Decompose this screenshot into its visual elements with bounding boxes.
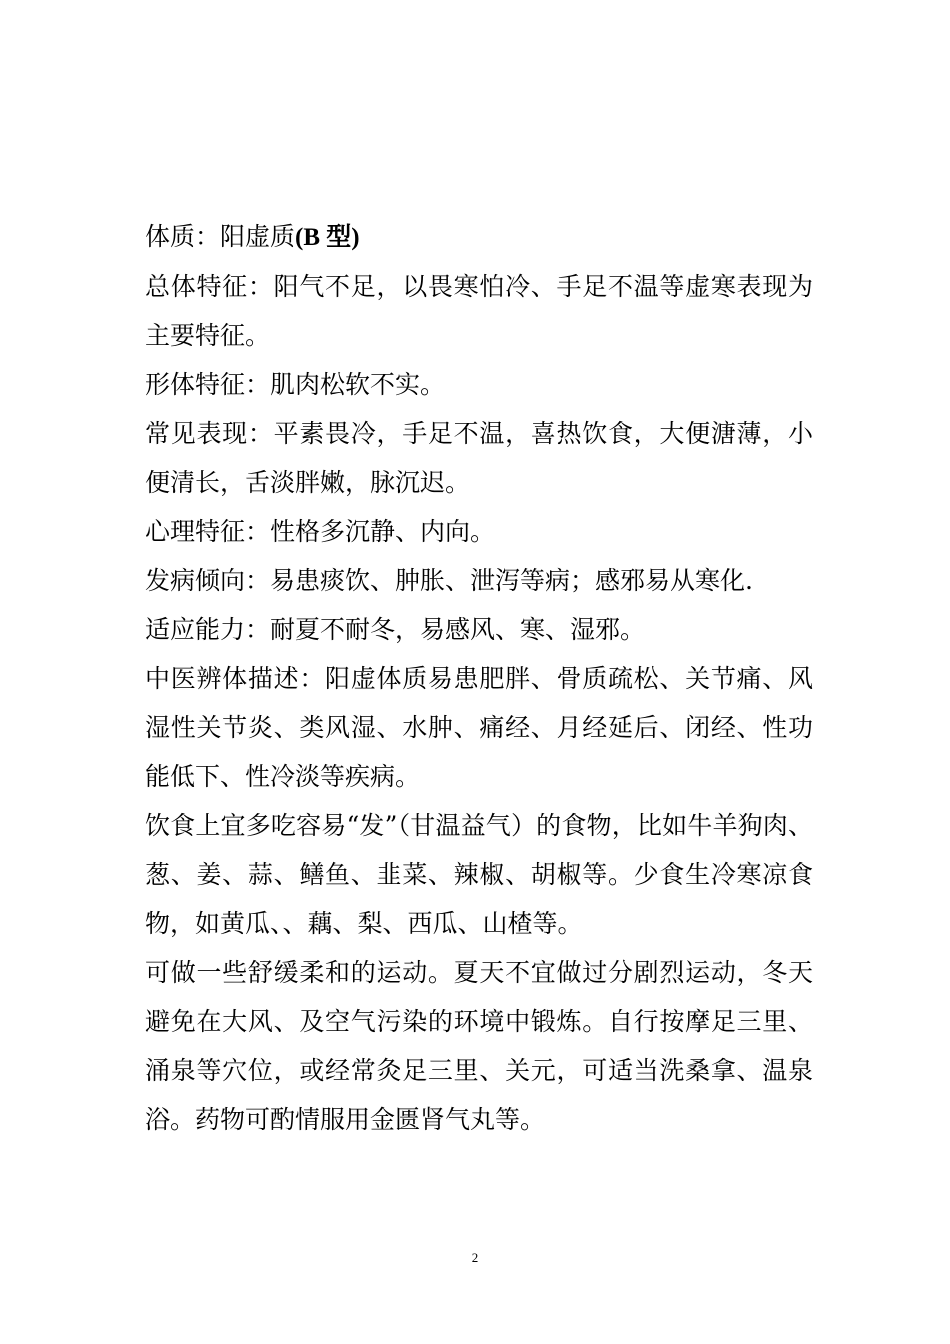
page-number: 2 <box>471 1250 479 1265</box>
paragraph-disease-tendency: 发病倾向：易患痰饮、肿胀、泄泻等病；感邪易从寒化. <box>145 566 753 595</box>
constitution-title <box>145 212 813 262</box>
title-text: 体质：阳虚质 <box>145 222 296 251</box>
paragraph-exercise-advice: 可做一些舒缓柔和的运动。夏天不宜做过分剧烈运动，冬天避免在大风、及空气污染的环境中锻炼。自行按摩足三里、涌泉等穴位，或经常灸足三里、关元，可适当洗桑拿、温泉浴。药物可酌情服用金匮肾气丸等。 <box>145 958 813 1134</box>
paragraph-tcm-description: 中医辨体描述：阳虚体质易患肥胖、骨质疏松、关节痛、风湿性关节炎、类风湿、水肿、痛经、月经延后、闭经、性功能低下、性冷淡等疾病。 <box>145 664 813 791</box>
paragraph-diet-advice: 饮食上宜多吃容易“发”（甘温益气）的食物，比如牛羊狗肉、葱、姜、蒜、鳝鱼、韭菜、辣椒、胡椒等。少食生冷寒凉食物，如黄瓜、、藕、梨、西瓜、山楂等。 <box>145 811 813 938</box>
page-content <box>145 212 813 1144</box>
paragraph-common-symptoms: 常见表现：平素畏冷，手足不温，喜热饮食，大便溏薄，小便清长，舌淡胖嫩，脉沉迟。 <box>145 419 813 497</box>
paragraph-psychological-features: 心理特征：性格多沉静、内向。 <box>145 517 496 546</box>
paragraph-body-features: 形体特征：肌肉松软不实。 <box>145 370 446 399</box>
paragraph-adaptability: 适应能力：耐夏不耐冬，易感风、寒、湿邪。 <box>145 615 646 644</box>
title-type-label: (B 型) <box>295 224 360 251</box>
paragraph-overall-features: 总体特征：阳气不足，以畏寒怕冷、手足不温等虚寒表现为主要特征。 <box>145 272 813 350</box>
